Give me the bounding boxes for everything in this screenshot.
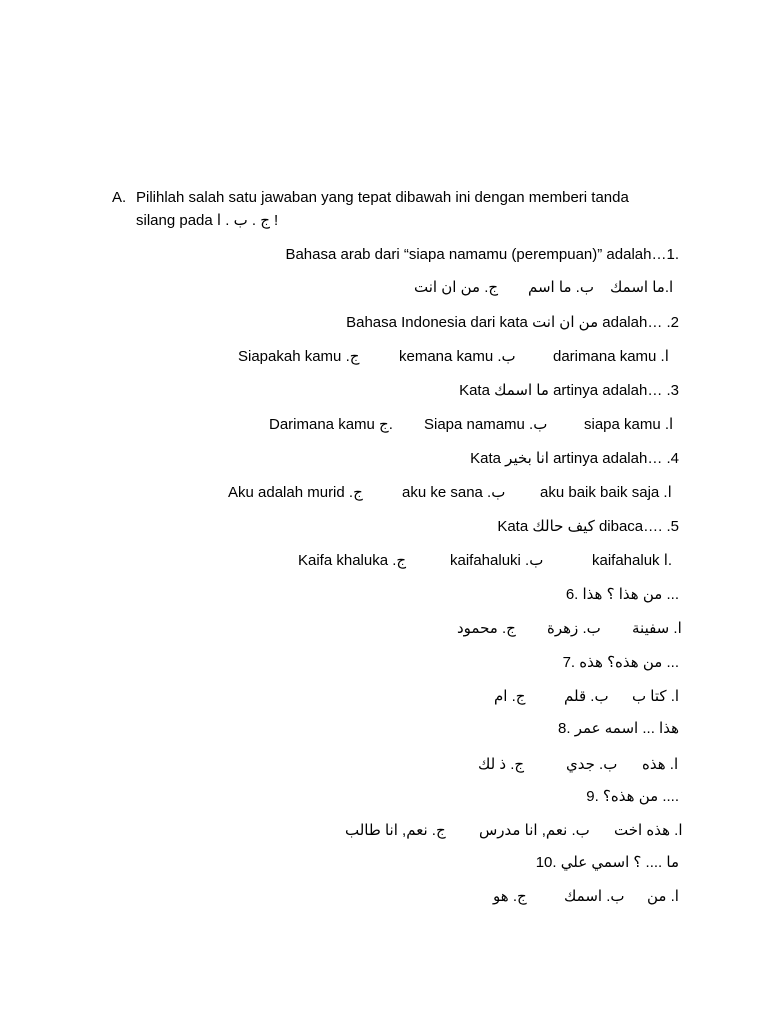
question-7-text: 7. من هذه؟ هذه ... xyxy=(562,654,679,671)
question-1-text: Bahasa arab dari “siapa namamu (perempuan)” adalah…1. xyxy=(285,246,679,263)
question-9-option-a: ا. هذه اخت xyxy=(614,822,683,839)
question-3-option-a: siapa kamu .ا xyxy=(584,416,674,433)
question-8-option-b: ب. جدي xyxy=(566,756,618,773)
question-3-text: Kata ما اسمك artinya adalah… .3 xyxy=(459,382,679,399)
question-6-text: 6. من هذا ؟ هذا ... xyxy=(565,586,679,603)
question-3-option-b: Siapa namamu .ب xyxy=(424,416,548,433)
section-marker: A. xyxy=(112,189,127,206)
question-10-option-c: ج. هو xyxy=(493,888,527,905)
instruction-line-2: silang pada ج . ب . ا ! xyxy=(136,212,279,229)
question-10-option-a: ا. من xyxy=(647,888,679,905)
question-9-text: 9. من هذه؟ .... xyxy=(586,788,679,805)
question-10-text: 10. ما .... ؟ اسمي علي xyxy=(535,854,679,871)
question-1-option-b: ب. ما اسم xyxy=(528,279,594,296)
instruction-line-1: Pilihlah salah satu jawaban yang tepat dibawah ini dengan memberi tanda xyxy=(136,189,629,206)
question-8-option-c: ج. ذ لك xyxy=(478,756,525,773)
question-7-option-c: ج. ام xyxy=(494,688,526,705)
question-5-text: Kata كيف حالك dibaca…. .5 xyxy=(497,518,679,535)
question-7-option-b: ب. قلم xyxy=(564,688,609,705)
question-2-option-c: Siapakah kamu .ج xyxy=(238,348,360,365)
question-10-option-b: ب. اسمك xyxy=(564,888,625,905)
question-4-text: Kata انا بخير artinya adalah… .4 xyxy=(470,450,679,467)
question-9-option-c: ج. نعم, انا طالب xyxy=(345,822,446,839)
instruction-text xyxy=(136,186,696,232)
question-5-option-c: Kaifa khaluka .ج xyxy=(298,552,407,569)
question-9-option-b: ب. نعم, انا مدرس xyxy=(479,822,590,839)
question-6-option-b: ب. زهرة xyxy=(547,620,601,637)
question-2-text: Bahasa Indonesia dari kata من ان انت adalah… .2 xyxy=(346,314,679,331)
question-6-option-c: ج. محمود xyxy=(457,620,516,637)
question-7-option-a: ا. كتا ب xyxy=(632,688,680,705)
question-5-option-a: kaifahaluk ا. xyxy=(592,552,673,569)
question-6-option-a: ا. سفينة xyxy=(632,620,682,637)
question-4-option-a: aku baik baik saja .ا xyxy=(540,484,672,501)
question-4-option-c: Aku adalah murid .ج xyxy=(228,484,363,501)
question-8-text: 8. هذا ... اسمه عمر xyxy=(558,720,679,737)
question-1-option-c: ج. من ان انت xyxy=(414,279,499,296)
question-2-option-a: darimana kamu .ا xyxy=(553,348,669,365)
question-3-option-c: Darimana kamu ج. xyxy=(269,416,393,433)
question-5-option-b: kaifahaluki .ب xyxy=(450,552,544,569)
question-2-option-b: kemana kamu .ب xyxy=(399,348,516,365)
question-1-option-a: ا.ما اسمك xyxy=(610,279,674,296)
question-4-option-b: aku ke sana .ب xyxy=(402,484,506,501)
question-8-option-a: ا. هذه xyxy=(642,756,679,773)
